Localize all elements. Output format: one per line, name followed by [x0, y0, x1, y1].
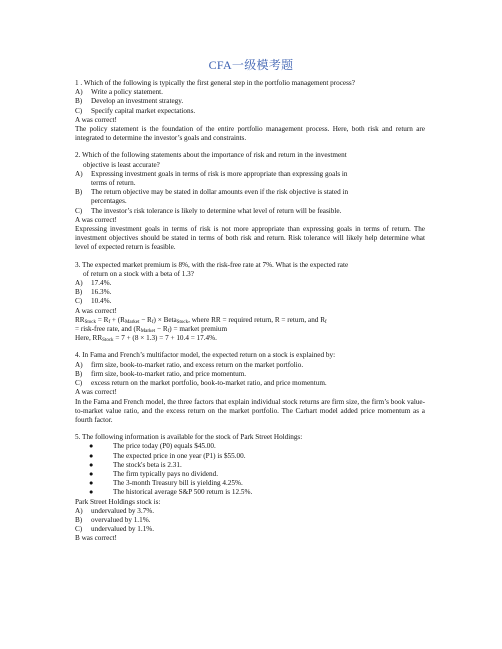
option-label: B): [75, 515, 83, 524]
option-c: [75, 297, 425, 306]
bullet-icon: ●: [89, 451, 94, 460]
option-a: [75, 361, 425, 370]
formula-part: ) = market premium: [169, 325, 228, 334]
option-b: [75, 370, 425, 379]
bullet-text: The 3-month Treasury bill is yielding 4.25%.: [113, 479, 243, 488]
option-text: Write a policy statement.: [91, 88, 163, 97]
option-label: A): [75, 169, 83, 178]
formula-part: − R: [139, 315, 152, 324]
formula-subscript: f: [151, 319, 154, 325]
bullet-text: The expected price in one year (P1) is $55.00.: [113, 451, 246, 460]
option-label: C): [75, 206, 83, 215]
explanation: In the Fama and French model, the three factors that explain individual stock returns are firm size, the firm’s book value-to-market value ratio, and the excess return on the market portfolio. The Carhart model added price momentum as a fourth factor.: [75, 397, 425, 424]
question-stem: 3. The expected market premium is 8%, with the risk-free rate at 7%. What is the expected rate: [75, 260, 349, 269]
question-stem-cont: of return on a stock with a beta of 1.3?: [83, 269, 194, 278]
formula-part: Here, RR: [75, 334, 103, 343]
option-text-cont: percentages.: [91, 197, 127, 206]
questions-container: [75, 79, 425, 552]
formula-subscript: Stock: [102, 338, 114, 344]
option-text: The investor’s risk tolerance is likely to determine what level of return will be feasible.: [91, 206, 342, 215]
answer-line: A was correct!: [75, 306, 117, 315]
bullet-icon: ●: [89, 442, 94, 451]
option-b: [75, 188, 425, 197]
option-c: [75, 207, 425, 216]
bullet-item: [75, 479, 425, 488]
bullet-text: The price today (P0) equals $45.00.: [113, 442, 216, 451]
option-text: Specify capital market expectations.: [91, 106, 196, 115]
document-title: CFA一级模考题: [208, 58, 294, 72]
formula-subscript: Market: [140, 329, 156, 335]
option-label: B): [75, 97, 83, 106]
option-c: [75, 525, 425, 534]
formula-subscript: f: [108, 319, 111, 325]
bullet-icon: ●: [89, 479, 94, 488]
option-text: Develop an investment strategy.: [91, 97, 184, 106]
option-label: A): [75, 360, 83, 369]
option-text: overvalued by 1.1%.: [91, 515, 151, 524]
bullet-item: [75, 470, 425, 479]
bullet-icon: ●: [89, 488, 94, 497]
option-label: C): [75, 525, 83, 534]
option-label: C): [75, 106, 83, 115]
bullet-text: The firm typically pays no dividend.: [113, 469, 218, 478]
question-3: [75, 261, 425, 344]
answer-line: A was correct!: [75, 115, 117, 124]
formula-subscript: Stock: [84, 319, 96, 325]
formula-part: = R: [95, 315, 109, 324]
option-label: A): [75, 88, 83, 97]
formula-subscript: Market: [124, 319, 140, 325]
option-a: [75, 279, 425, 288]
option-text: firm size, book-to-market ratio, and excess return on the market portfolio.: [91, 360, 304, 369]
formula-part: = 7 + (8 × 1.3) = 7 + 10.4 = 17.4%.: [113, 334, 217, 343]
question-2: [75, 151, 425, 252]
option-c: [75, 107, 425, 116]
option-a: [75, 88, 425, 97]
formula-part: ) × Beta: [153, 315, 177, 324]
option-a: [75, 507, 425, 516]
question-stem: 4. In Fama and French’s multifactor model, the expected return on a stock is explained by:: [75, 351, 336, 360]
formula-line-2: [75, 325, 425, 334]
question-lead: Park Street Holdings stock is:: [75, 497, 161, 506]
option-b: [75, 97, 425, 106]
option-text: undervalued by 3.7%.: [91, 506, 155, 515]
option-text: firm size, book-to-market ratio, and price momentum.: [91, 369, 247, 378]
bullet-icon: ●: [89, 469, 94, 478]
option-text: Expressing investment goals in terms of risk is more appropriate than expressing goals in: [91, 169, 348, 178]
bullet-text: The historical average S&P 500 return is 12.5%.: [113, 488, 253, 497]
option-text: undervalued by 1.1%.: [91, 525, 155, 534]
question-stem: 1 . Which of the following is typically the first general step in the portfolio management process?: [75, 79, 355, 87]
formula-part: RR: [75, 315, 85, 324]
option-label: B): [75, 188, 83, 197]
option-label: A): [75, 279, 83, 288]
question-5: [75, 433, 425, 543]
formula-subscript: f: [325, 319, 327, 325]
option-text: 10.4%.: [91, 297, 112, 306]
bullet-text: The stock's beta is 2.31.: [113, 460, 182, 469]
formula-subscript: f: [167, 329, 170, 335]
option-text: 16.3%.: [91, 288, 112, 297]
formula-part: + (R: [110, 315, 125, 324]
bullet-item: [75, 461, 425, 470]
option-label: B): [75, 369, 83, 378]
option-label: C): [75, 297, 83, 306]
question-stem-cont: objective is least accurate?: [83, 160, 160, 169]
option-text: 17.4%.: [91, 279, 112, 288]
option-text-cont: terms of return.: [91, 179, 136, 188]
option-a: [75, 170, 425, 179]
bullet-item: [75, 488, 425, 497]
option-c: [75, 379, 425, 388]
formula-part: − R: [155, 325, 168, 334]
option-label: C): [75, 379, 83, 388]
question-4: [75, 351, 425, 425]
answer-line: B was correct!: [75, 534, 117, 543]
answer-line: A was correct!: [75, 388, 117, 397]
formula-line-1: [75, 316, 425, 325]
question-stem: 5. The following information is available for the stock of Park Street Holdings:: [75, 433, 303, 442]
answer-line: A was correct!: [75, 215, 117, 224]
option-label: A): [75, 506, 83, 515]
option-text: excess return on the market portfolio, book-to-market ratio, and price momentum.: [91, 379, 327, 388]
bullet-item: [75, 452, 425, 461]
question-stem: 2. Which of the following statements about the importance of risk and return in the investment: [75, 151, 347, 160]
option-label: B): [75, 288, 83, 297]
formula-part: , where RR = required return, R = return, and R: [188, 315, 325, 324]
bullet-list: [75, 442, 425, 497]
explanation: The policy statement is the foundation of the entire portfolio management process. Here, both risk and return are integrated to determine the investor’s goals and constraints.: [75, 125, 425, 143]
option-b: [75, 288, 425, 297]
formula-part: = risk-free rate, and (R: [75, 325, 141, 334]
question-1: [75, 79, 425, 143]
option-b: [75, 516, 425, 525]
explanation: Expressing investment goals in terms of risk is not more appropriate than expressing goals in terms of return. The investment objectives should be stated in terms of both risk and return. Risk tolerance will likely help determine what level of expected return is feasible.: [75, 225, 425, 252]
bullet-icon: ●: [89, 460, 94, 469]
formula-line-3: [75, 334, 425, 343]
option-text: The return objective may be stated in dollar amounts even if the risk objective is stated in: [91, 188, 349, 197]
formula-subscript: Stock: [176, 319, 189, 325]
bullet-item: [75, 442, 425, 451]
